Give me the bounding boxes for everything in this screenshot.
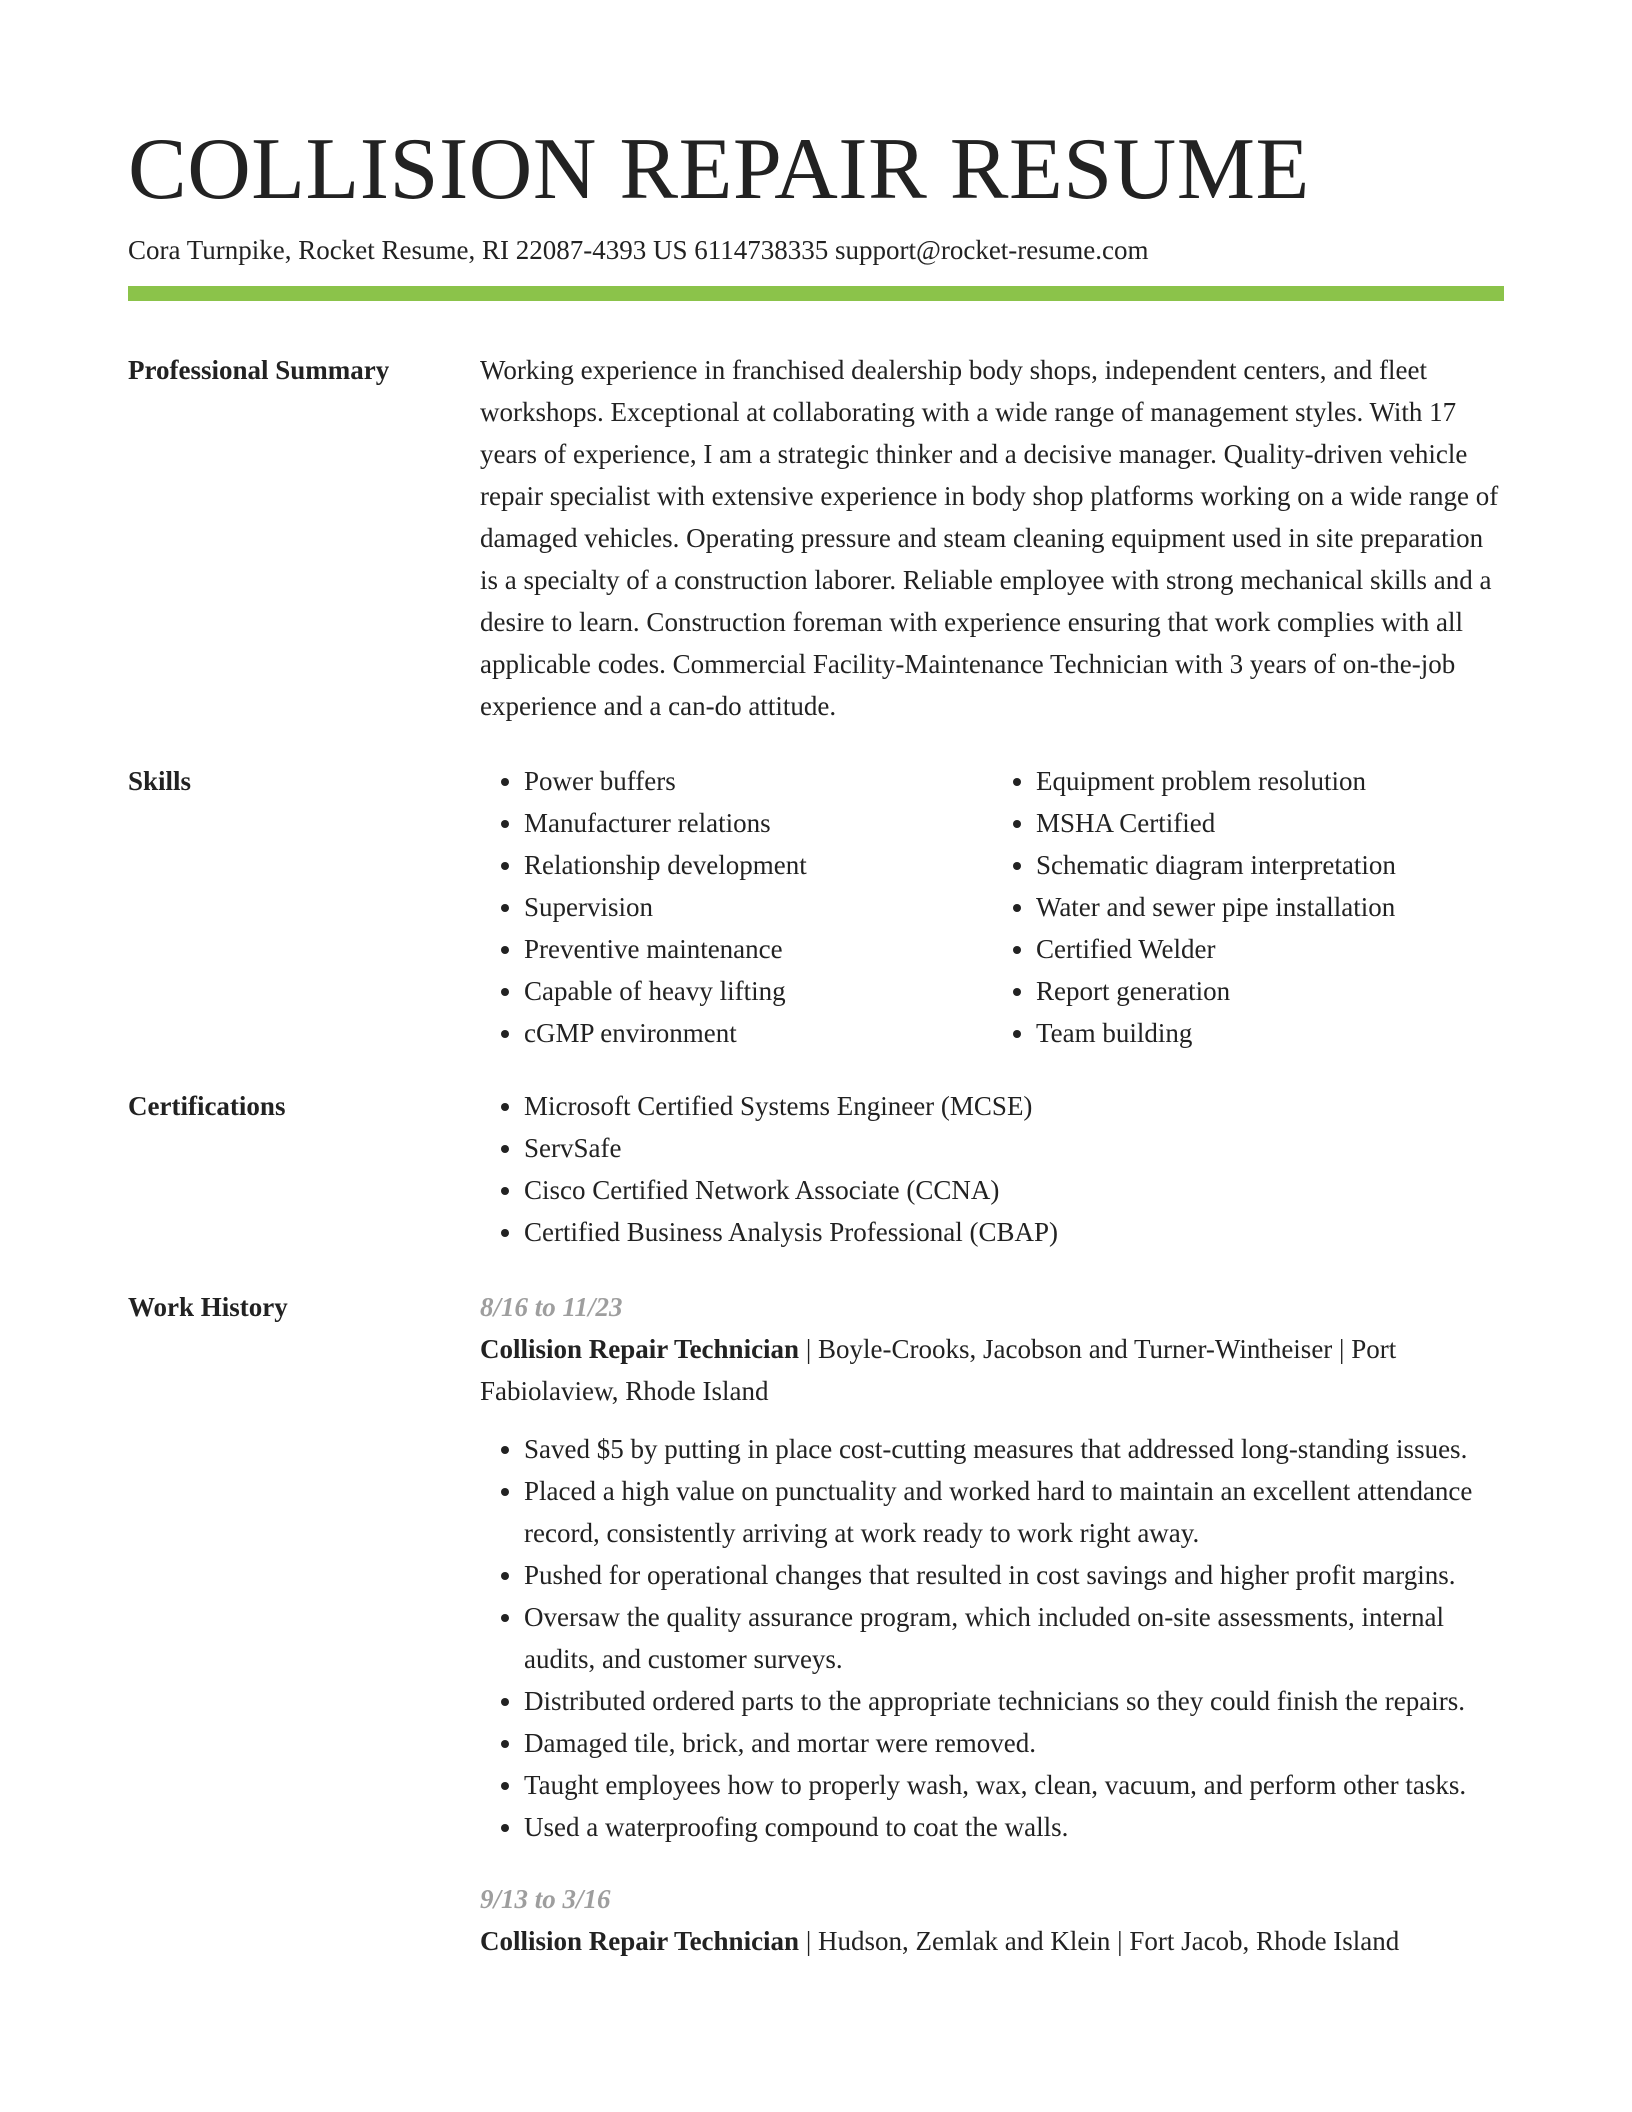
work-history-label: Work History [128, 1292, 288, 1322]
job-details: | Hudson, Zemlak and Klein | Fort Jacob, Rhode Island [799, 1926, 1400, 1956]
summary-body [480, 349, 1504, 727]
certifications-body [480, 1085, 1504, 1253]
skills-body [480, 760, 1504, 1054]
summary-text: Working experience in franchised dealership body shops, independent centers, and fleet workshops. Exceptional at collaborating with a wide range of management styles. With 17 years of experience, I am a strategic thinker and a decisive manager. Quality-driven vehicle repair specialist with extensive experience in body shop platforms working on a wide range of damaged vehicles. Operating pressure and steam cleaning equipment used in site preparation is a specialty of a construction laborer. Reliable employee with strong mechanical skills and a desire to learn. Construction foreman with experience ensuring that work complies with all applicable codes. Commercial Facility-Maintenance Technician with 3 years of on-the-job experience and a can-do attitude. [480, 355, 1499, 721]
job-entry [480, 1286, 1504, 1848]
job-bullet: • Distributed ordered parts to the appropriate technicians so they could finish the repairs. [524, 1680, 1504, 1722]
job-bullet: • Oversaw the quality assurance program, which included on-site assessments, internal audits, and customer surveys. [524, 1596, 1504, 1680]
resume-title: COLLISION REPAIR RESUME [128, 121, 1310, 218]
skill-item: • Certified Welder [1036, 928, 1504, 970]
job-bullet: • Saved $5 by putting in place cost-cutting measures that addressed long-standing issues. [524, 1428, 1504, 1470]
job-bullet: • Damaged tile, brick, and mortar were removed. [524, 1722, 1504, 1764]
skill-item: • Water and sewer pipe installation [1036, 886, 1504, 928]
job-bullet: • Used a waterproofing compound to coat the walls. [524, 1806, 1504, 1848]
job-bullet: • Placed a high value on punctuality and worked hard to maintain an excellent attendance record, consistently arriving at work ready to work right away. [524, 1470, 1504, 1554]
contact-line: Cora Turnpike, Rocket Resume, RI 22087-4393 US 6114738335 support@rocket-resume.com [128, 235, 1149, 265]
work-history-body [480, 1286, 1504, 1962]
job-details: | Boyle-Crooks, Jacobson and Turner-Wintheiser | Port Fabiolaview, Rhode Island [480, 1334, 1397, 1406]
summary-label: Professional Summary [128, 355, 390, 385]
skill-item: • Supervision [524, 886, 992, 928]
job-title: Collision Repair Technician [480, 1926, 800, 1956]
accent-divider [128, 286, 1504, 301]
skill-item: • Capable of heavy lifting [524, 970, 992, 1012]
skill-item: • Report generation [1036, 970, 1504, 1012]
job-entry [480, 1878, 1504, 1962]
skill-item: • Manufacturer relations [524, 802, 992, 844]
certification-item: • ServSafe [524, 1127, 1504, 1169]
job-bullets [480, 1428, 1504, 1848]
job-bullet: • Pushed for operational changes that resulted in cost savings and higher profit margins. [524, 1554, 1504, 1596]
skill-item: • cGMP environment [524, 1012, 992, 1054]
skill-item: • Relationship development [524, 844, 992, 886]
skill-item: • Power buffers [524, 760, 992, 802]
skill-item: • Equipment problem resolution [1036, 760, 1504, 802]
skills-grid [480, 760, 1504, 1054]
certifications-list [480, 1085, 1504, 1253]
job-heading [480, 1328, 1504, 1412]
job-heading [480, 1920, 1504, 1962]
job-bullet: • Taught employees how to properly wash, wax, clean, vacuum, and perform other tasks. [524, 1764, 1504, 1806]
skills-label: Skills [128, 766, 192, 796]
certification-item: • Cisco Certified Network Associate (CCNA) [524, 1169, 1504, 1211]
skills-list-right [992, 760, 1504, 1054]
skill-item: • Team building [1036, 1012, 1504, 1054]
job-dates: 8/16 to 11/23 [480, 1292, 623, 1322]
job-dates: 9/13 to 3/16 [480, 1884, 611, 1914]
skill-item: • MSHA Certified [1036, 802, 1504, 844]
skill-item: • Preventive maintenance [524, 928, 992, 970]
skill-item: • Schematic diagram interpretation [1036, 844, 1504, 886]
certifications-label: Certifications [128, 1091, 286, 1121]
skills-list-left [480, 760, 992, 1054]
certification-item: • Microsoft Certified Systems Engineer (MCSE) [524, 1085, 1504, 1127]
certification-item: • Certified Business Analysis Professional (CBAP) [524, 1211, 1504, 1253]
job-title: Collision Repair Technician [480, 1334, 800, 1364]
